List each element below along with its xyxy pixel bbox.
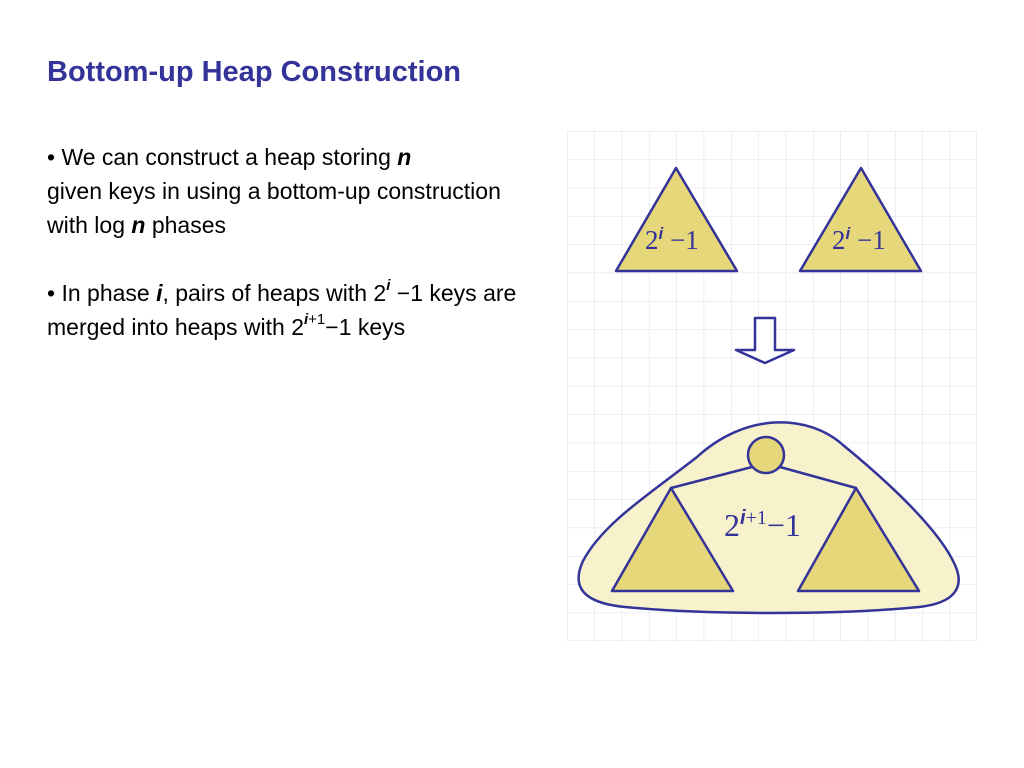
bullet-marker: • xyxy=(47,144,56,170)
heap-label-exponent-var: i xyxy=(740,507,746,529)
heap-label-rest: −1 xyxy=(766,507,801,543)
exponent-var: i xyxy=(304,311,309,329)
heap-merge-diagram xyxy=(567,131,977,641)
heap-label-exponent: i xyxy=(658,224,664,243)
exponent-i: i xyxy=(386,277,391,295)
heap-label-rest: −1 xyxy=(850,225,886,255)
bullet-text: given keys in using a bottom-up construction with log xyxy=(47,178,501,238)
variable-i: i xyxy=(156,280,163,306)
heap-label-base: 2 xyxy=(724,507,740,543)
bullet-marker: • xyxy=(47,280,56,306)
bullet-text: −1 keys are merged into heaps with 2 xyxy=(47,280,517,340)
bullet-text: In phase xyxy=(61,280,150,306)
bullet-construct-heap xyxy=(47,140,547,242)
heap-label-exponent-rest: +1 xyxy=(745,507,767,529)
bullet-text: We can construct a heap storing xyxy=(61,144,391,170)
heap-label-base: 2 xyxy=(832,225,846,255)
bullet-phase-merge xyxy=(47,276,547,344)
right-heap-label xyxy=(832,224,886,255)
bullet-text: phases xyxy=(151,212,226,238)
bullet-text: −1 keys xyxy=(325,314,406,340)
bullet-text: , pairs of heaps with 2 xyxy=(162,280,387,306)
root-node xyxy=(748,437,784,473)
slide-body xyxy=(47,140,547,344)
slide-title: Bottom-up Heap Construction xyxy=(47,56,462,88)
heap-label-exponent: i xyxy=(845,224,851,243)
heap-label-base: 2 xyxy=(645,225,659,255)
variable-n: n xyxy=(131,212,146,238)
variable-n: n xyxy=(397,144,412,170)
left-heap-label xyxy=(645,224,699,255)
exponent-i-plus-1 xyxy=(304,311,325,328)
heap-label-rest: −1 xyxy=(663,225,699,255)
exponent-rest: +1 xyxy=(308,311,326,329)
